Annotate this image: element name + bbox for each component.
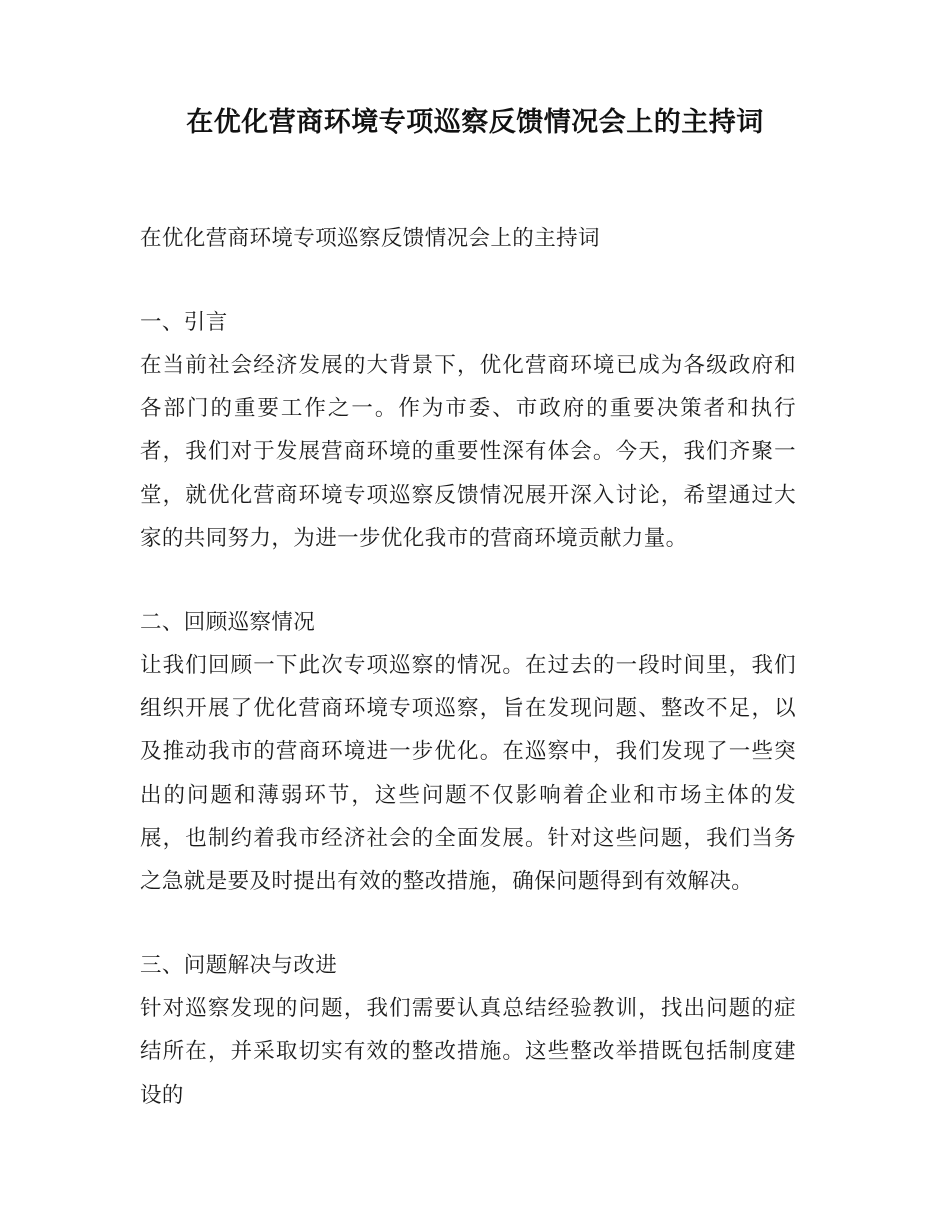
section-heading: 二、回顾巡察情况 <box>140 610 316 636</box>
section-paragraph: 在当前社会经济发展的大背景下，优化营商环境已成为各级政府和各部门的重要工作之一。作为市委、市政府的重要决策者和执行者，我们对于发展营商环境的重要性深有体会。今天，我们齐聚一堂，就优化营商环境专项巡察反馈情况展开深入讨论，希望通过大家的共同努力，为进一步优化我市的营商环境贡献力量。 <box>140 353 796 551</box>
section-solutions <box>140 945 796 1117</box>
section-heading: 三、问题解决与改进 <box>140 953 338 979</box>
document-title: 在优化营商环境专项巡察反馈情况会上的主持词 <box>186 107 764 138</box>
section-paragraph: 针对巡察发现的问题，我们需要认真总结经验教训，找出问题的症结所在，并采取切实有效的整改措施。这些整改举措既包括制度建设的 <box>140 996 796 1108</box>
document-content <box>140 218 796 1159</box>
document-subtitle: 在优化营商环境专项巡察反馈情况会上的主持词 <box>140 226 600 251</box>
section-heading: 一、引言 <box>140 310 228 335</box>
section-review <box>140 602 796 903</box>
section-introduction <box>140 302 796 560</box>
section-paragraph: 让我们回顾一下此次专项巡察的情况。在过去的一段时间里，我们组织开展了优化营商环境专项巡察，旨在发现问题、整改不足，以及推动我市的营商环境进一步优化。在巡察中，我们发现了一些突出的问题和薄弱环节，这些问题不仅影响着企业和市场主体的发展，也制约着我市经济社会的全面发展。针对这些问题，我们当务之急就是要及时提出有效的整改措施，确保问题得到有效解决。 <box>140 653 796 895</box>
